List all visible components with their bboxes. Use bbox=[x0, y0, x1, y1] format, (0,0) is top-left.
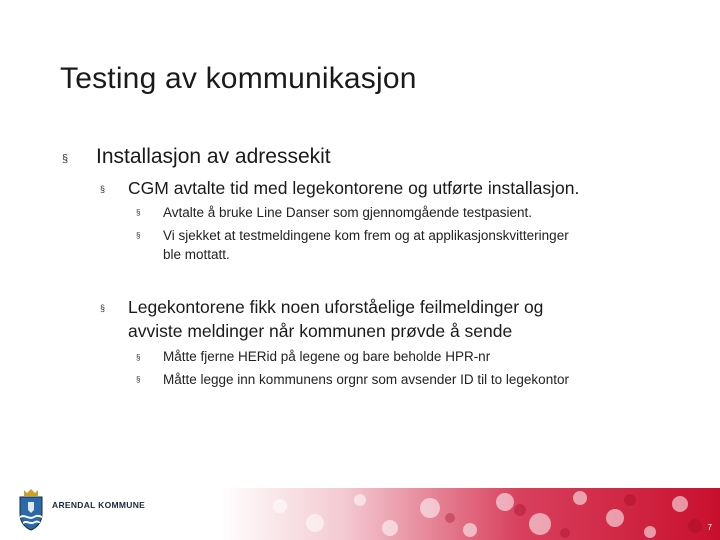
bullet-level3-herid: Måtte fjerne HERid på legene og bare beholde HPR-nr bbox=[163, 349, 491, 364]
bullet-level2-cgm: CGM avtalte tid med legekontorene og utførte installasjon. bbox=[128, 178, 580, 198]
bullet-marker: § bbox=[100, 184, 106, 194]
logo-text: ARENDAL KOMMUNE bbox=[52, 500, 146, 510]
bullet-marker: § bbox=[136, 353, 141, 362]
bullet-level2-feilmeldinger-line1: Legekontorene fikk noen uforståelige feilmeldinger og bbox=[128, 297, 544, 317]
bullet-marker: § bbox=[100, 303, 106, 313]
bullet-level1-installasjon: Installasjon av adressekit bbox=[96, 145, 331, 168]
bullet-level3-orgnr: Måtte legge inn kommunens orgnr som avsender ID til to legekontor bbox=[163, 372, 569, 387]
bullet-marker: § bbox=[136, 208, 141, 217]
bullet-level3-testmeldinger-line2: ble mottatt. bbox=[163, 247, 230, 262]
bullet-level3-testpasient: Avtalte å bruke Line Danser som gjennomgående testpasient. bbox=[163, 205, 532, 220]
bullet-marker: § bbox=[62, 153, 69, 165]
slide-title: Testing av kommunikasjon bbox=[60, 62, 417, 95]
coat-of-arms-icon bbox=[16, 488, 46, 532]
footer-decorative-band bbox=[220, 488, 720, 540]
page-number: 7 bbox=[707, 523, 712, 532]
bullet-marker: § bbox=[136, 231, 141, 240]
bullet-marker: § bbox=[136, 375, 141, 384]
bullet-level3-testmeldinger-line1: Vi sjekket at testmeldingene kom frem og at applikasjonskvitteringer bbox=[163, 228, 569, 243]
arendal-kommune-logo bbox=[16, 487, 146, 533]
bullet-level2-feilmeldinger-line2: avviste meldinger når kommunen prøvde å sende bbox=[128, 321, 513, 341]
